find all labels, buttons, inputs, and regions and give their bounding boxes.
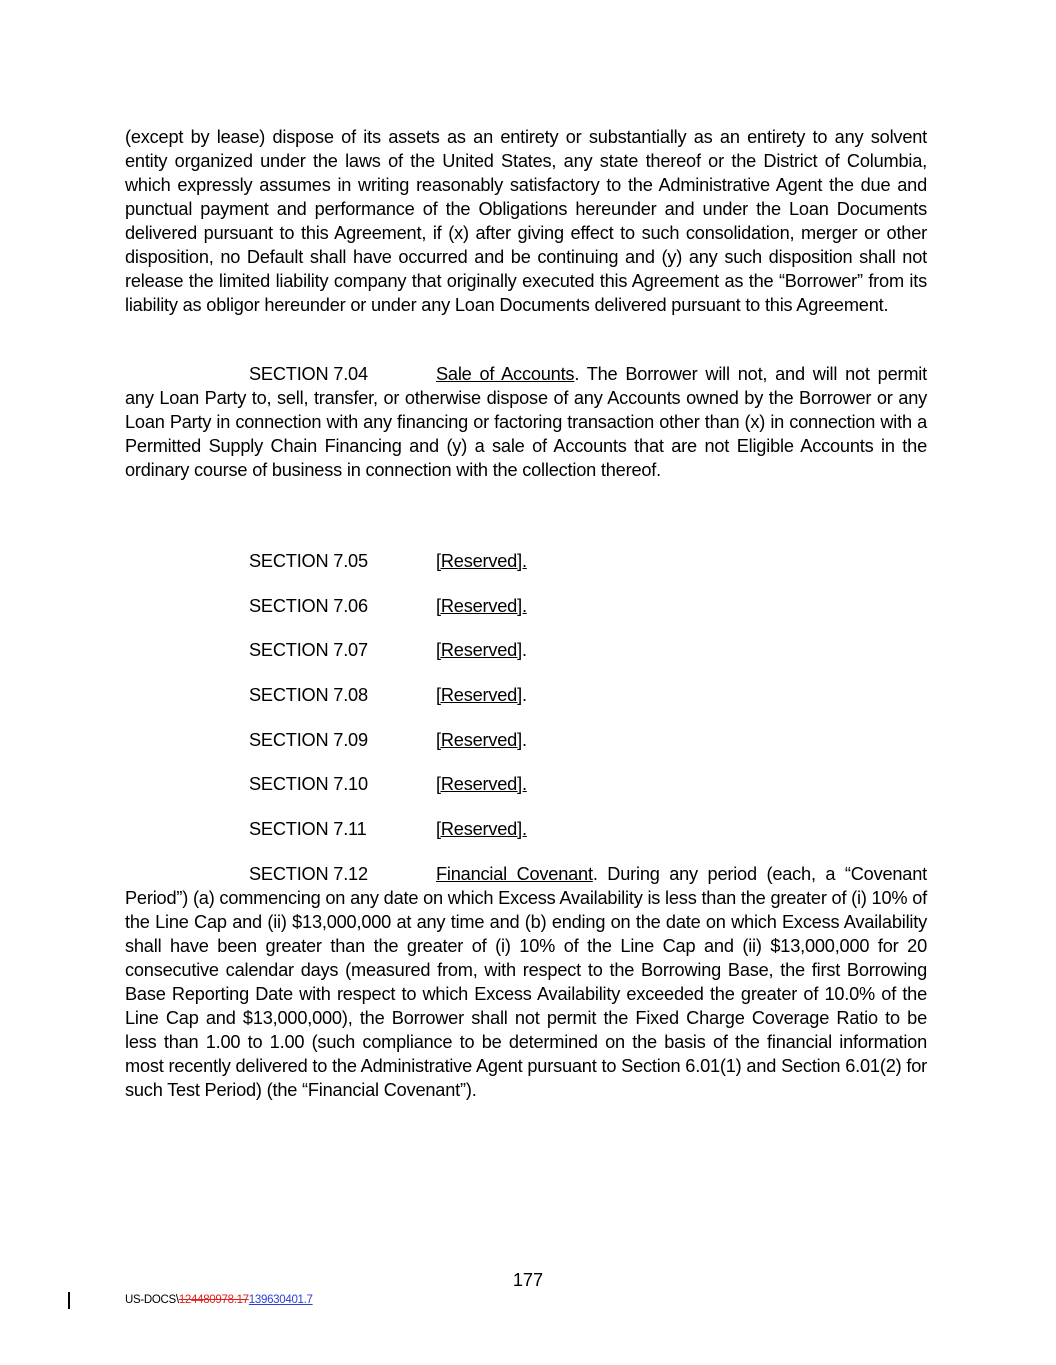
reserved-label: [Reserved]. — [436, 596, 527, 616]
section-number: SECTION 7.07 — [249, 640, 368, 660]
section-title: Sale of Accounts — [436, 364, 575, 384]
section-title: Financial Covenant — [436, 864, 593, 884]
reserved-period: . — [521, 640, 527, 660]
page-number: 177 — [512, 1270, 544, 1290]
reserved-label: [Reserved] — [436, 730, 522, 750]
section-body: The Borrower will not, and will not permit any Loan Party to, sell, transfer, or otherwise dispose of any Accounts owned by the Borrower or any Loan Party in connection with any financing or factoring transaction other than (x) in connection with a Permitted Supply Chain Financing and (y) a sale of Accounts that are not Eligible Accounts in the ordinary course of business in connection with the collection thereof. — [125, 364, 927, 480]
section-7-09-row — [249, 728, 527, 752]
doc-id-prefix: US-DOCS\ — [125, 1294, 179, 1306]
change-bar — [68, 1292, 70, 1309]
section-number: SECTION 7.10 — [249, 774, 368, 794]
document-id-footer — [125, 1293, 313, 1307]
reserved-label: [Reserved] — [436, 685, 522, 705]
paragraph-continuation: (except by lease) dispose of its assets as an entirety or substantially as an entirety to any solvent entity organized under the laws of the United States, any state thereof or the District of Columbia, which expressly assumes in writing reasonably satisfactory to the Administrative Agent the due and punctual payment and performance of the Obligations hereunder and under the Loan Documents delivered pursuant to this Agreement, if (x) after giving effect to such consolidation, merger or other disposition, no Default shall have occurred and be continuing and (y) any such disposition shall not release the limited liability company that originally executed this Agreement as the “Borrower” from its liability as obligor hereunder or under any Loan Documents delivered pursuant to this Agreement. — [125, 127, 927, 315]
section-7-11-row — [249, 817, 527, 841]
section-number: SECTION 7.09 — [249, 730, 368, 750]
section-7-08-row — [249, 683, 527, 707]
doc-id-deleted: 124480978.17 — [178, 1294, 249, 1306]
reserved-label: [Reserved] — [436, 640, 522, 660]
reserved-period: . — [521, 730, 527, 750]
section-title-period: . — [574, 364, 580, 384]
reserved-label: [Reserved]. — [436, 774, 527, 794]
section-number: SECTION 7.08 — [249, 685, 368, 705]
section-7-06-row — [249, 594, 527, 618]
section-number: SECTION 7.12 — [249, 864, 368, 884]
section-number: SECTION 7.06 — [249, 596, 368, 616]
section-7-04-paragraph — [125, 362, 927, 482]
reserved-label: [Reserved]. — [436, 551, 527, 571]
section-7-10-row — [249, 772, 527, 796]
section-number: SECTION 7.05 — [249, 551, 368, 571]
section-body: During any period (each, a “Covenant Period”) (a) commencing on any date on which Excess Availability is less than the greater of (i) 10% of the Line Cap and (ii) $13,000,000 at any time and (b) ending on the date on which Excess Availability shall have been greater than the greater of (i) 10% of the Line Cap and (ii) $13,000,000 for 20 consecutive calendar days (measured from, with respect to the Borrowing Base, the first Borrowing Base Reporting Date with respect to which Excess Availability exceeded the greater of 10.0% of the Line Cap and $13,000,000), the Borrower shall not permit the Fixed Charge Coverage Ratio to be less than 1.00 to 1.00 (such compliance to be determined on the basis of the financial information most recently delivered to the Administrative Agent pursuant to Section 6.01(1) and Section 6.01(2) for such Test Period) (the “Financial Covenant”). — [125, 864, 927, 1100]
section-7-12-paragraph — [125, 862, 927, 1102]
section-7-07-row — [249, 638, 527, 662]
section-number: SECTION 7.04 — [249, 364, 368, 384]
reserved-period: . — [521, 685, 527, 705]
doc-id-inserted: 139630401.7 — [248, 1294, 313, 1306]
reserved-label: [Reserved]. — [436, 819, 527, 839]
section-7-05-row — [249, 549, 527, 573]
section-title-period: . — [592, 864, 598, 884]
section-number: SECTION 7.11 — [249, 819, 367, 839]
